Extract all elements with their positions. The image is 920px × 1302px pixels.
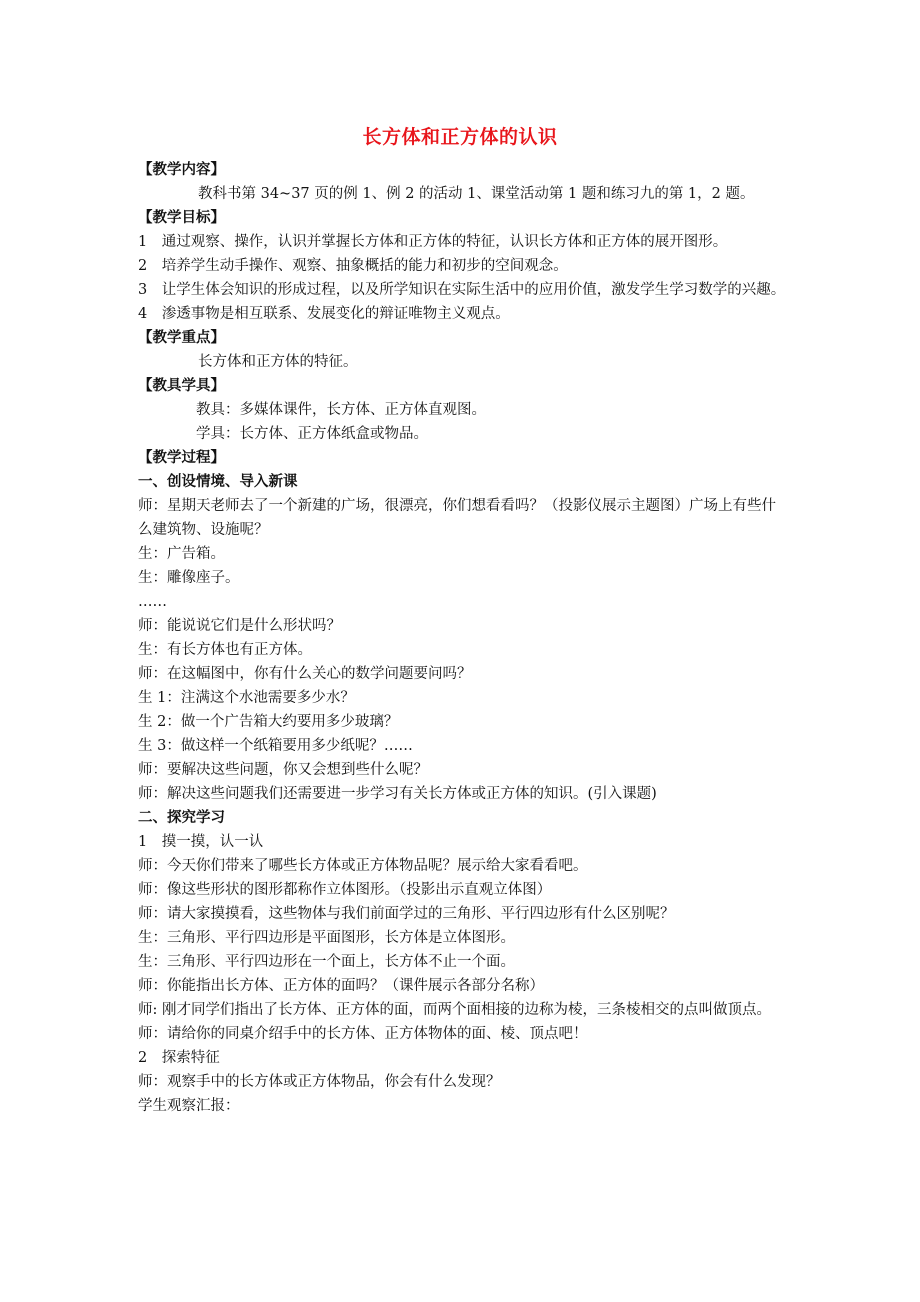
section-heading-key: 【教学重点】 [138, 330, 225, 346]
tools-teacher: 教具：多媒体课件，长方体、正方体直观图。 [196, 402, 486, 418]
dialogue-line: 师：请给你的同桌介绍手中的长方体、正方体物体的面、棱、顶点吧！ [138, 1026, 588, 1042]
dialogue-line: 师：能说说它们是什么形状吗？ [138, 618, 341, 634]
tools-student: 学具：长方体、正方体纸盒或物品。 [196, 426, 428, 442]
dialogue-line: 生 2：做一个广告箱大约要用多少玻璃？ [138, 714, 399, 730]
dialogue-line: 生：三角形、平行四边形在一个面上，长方体不止一个面。 [138, 954, 515, 970]
content-text: 教科书第 34~37 页的例 1、例 2 的活动 1、课堂活动第 1 题和练习九的第 1，2 题。 [198, 186, 755, 202]
dialogue-line: 生：广告箱。 [138, 546, 225, 562]
section-heading-tools: 【教具学具】 [138, 378, 225, 394]
dialogue-line: …… [138, 594, 167, 610]
dialogue-line: 师：解决这些问题我们还需要进一步学习有关长方体或正方体的知识。(引入课题) [138, 786, 657, 802]
dialogue-line: 生：三角形、平行四边形是平面图形，长方体是立体图形。 [138, 930, 515, 946]
dialogue-line: 师：像这些形状的图形都称作立体图形。（投影出示直观立体图） [138, 882, 552, 898]
dialogue-line: 师：观察手中的长方体或正方体物品，你会有什么发现？ [138, 1074, 501, 1090]
section-heading-process: 【教学过程】 [138, 450, 225, 466]
goal-item: 3 让学生体会知识的形成过程，以及所学知识在实际生活中的应用价值，激发学生学习数学的兴趣。 [138, 282, 786, 298]
part1-heading: 一、创设情境、导入新课 [138, 474, 298, 490]
section-heading-goals: 【教学目标】 [138, 210, 225, 226]
dialogue-line: 师：你能指出长方体、正方体的面吗？（课件展示各部分名称） [138, 978, 544, 994]
dialogue-line: 生 3：做这样一个纸箱要用多少纸呢？…… [138, 738, 413, 754]
subsection-heading: 1 摸一摸，认一认 [138, 834, 264, 850]
part2-heading: 二、探究学习 [138, 810, 225, 826]
document-title: 长方体和正方体的认识 [362, 126, 558, 148]
goal-item: 2 培养学生动手操作、观察、抽象概括的能力和初步的空间观念。 [138, 258, 568, 274]
dialogue-line: 生 1：注满这个水池需要多少水？ [138, 690, 355, 706]
dialogue-line: 生：雕像座子。 [138, 570, 240, 586]
section-heading-content: 【教学内容】 [138, 162, 225, 178]
dialogue-line: 生：有长方体也有正方体。 [138, 642, 312, 658]
dialogue-line: 师：在这幅图中，你有什么关心的数学问题要问吗？ [138, 666, 472, 682]
dialogue-line: 学生观察汇报： [138, 1098, 240, 1114]
key-text: 长方体和正方体的特征。 [198, 354, 358, 370]
document-body [138, 158, 788, 1118]
dialogue-line: 师：请大家摸摸看，这些物体与我们前面学过的三角形、平行四边形有什么区别呢？ [138, 906, 675, 922]
dialogue-line: 师：要解决这些问题，你又会想到些什么呢？ [138, 762, 428, 778]
dialogue-line: 师：今天你们带来了哪些长方体或正方体物品呢？展示给大家看看吧。 [138, 858, 588, 874]
dialogue-line: 师：星期天老师去了一个新建的广场，很漂亮，你们想看看吗？（投影仪展示主题图）广场上有些什么建筑物、设施呢？ [138, 498, 776, 538]
goal-item: 4 渗透事物是相互联系、发展变化的辩证唯物主义观点。 [138, 306, 510, 322]
subsection-heading: 2 探索特征 [138, 1050, 220, 1066]
goal-item: 1 通过观察、操作，认识并掌握长方体和正方体的特征，认识长方体和正方体的展开图形。 [138, 234, 728, 250]
dialogue-line: 师: 刚才同学们指出了长方体、正方体的面，而两个面相接的边称为棱，三条棱相交的点叫做顶点。 [138, 1002, 771, 1018]
